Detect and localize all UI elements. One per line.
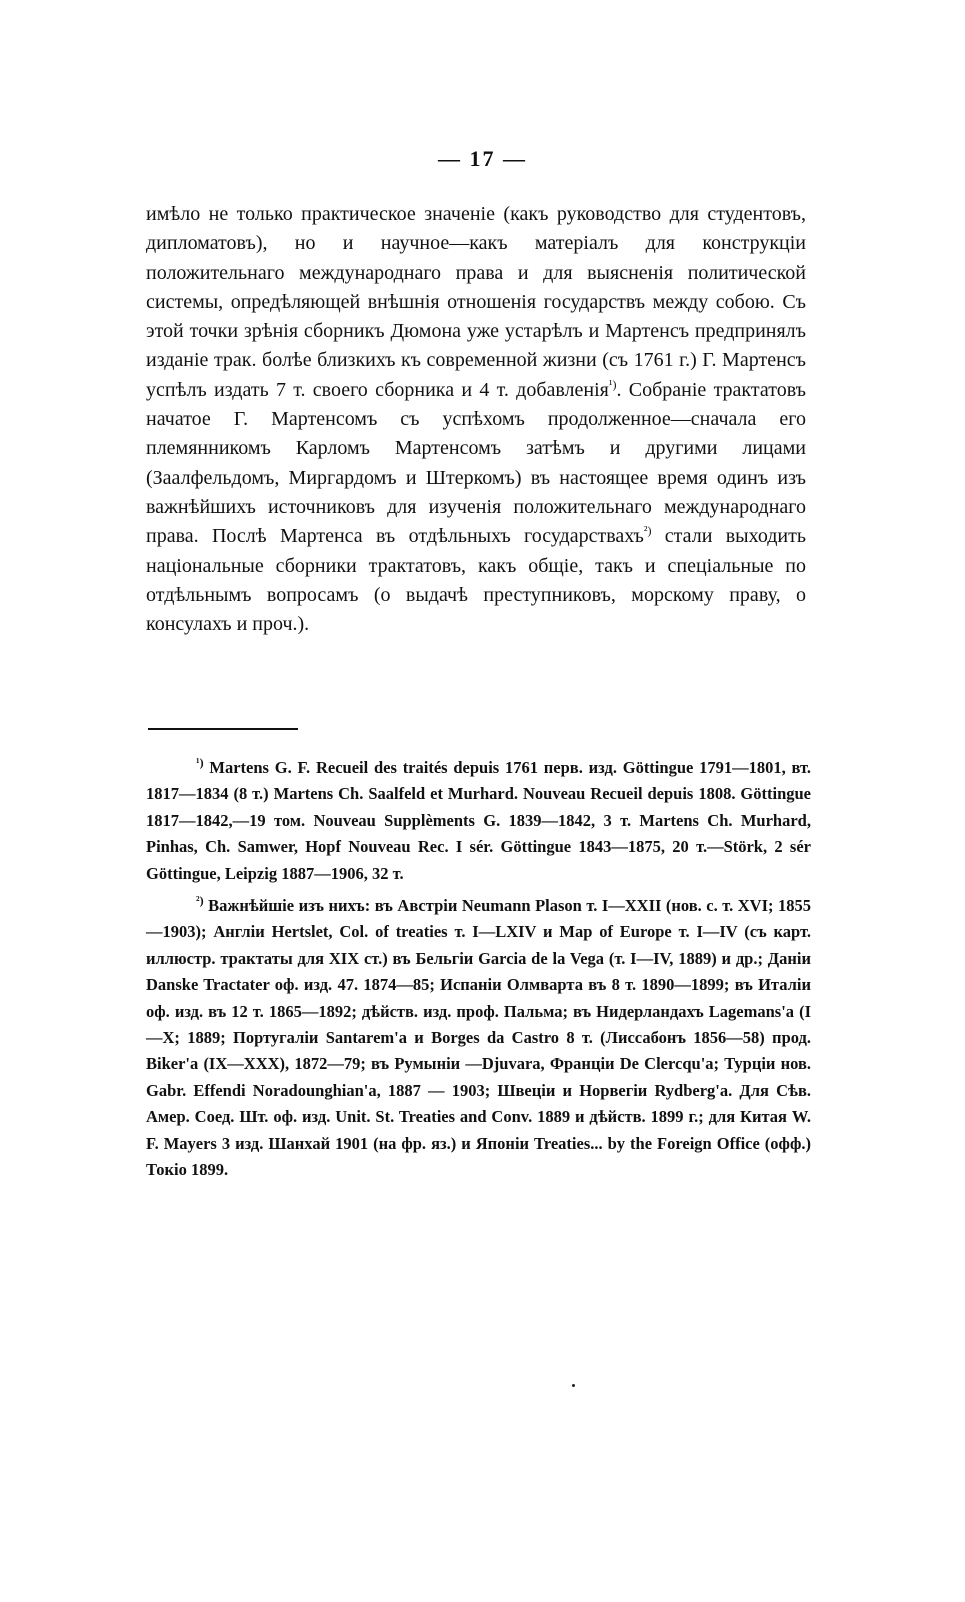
footnote-ref-1: ¹) bbox=[608, 377, 617, 392]
footnote-2 bbox=[146, 893, 811, 1183]
footnote-1-mark: ¹) bbox=[196, 755, 204, 770]
body-text-part-2: . Собраніе трактатовъ начатое Г. Мартенсомъ съ успѣхомъ продолженное—сначала его племянникомъ Карломъ Мартенсомъ затѣмъ и другими лицами (Заалфельдомъ, Миргардомъ и Штеркомъ) въ настоящее время одинъ изъ важнѣйшихъ источниковъ для изученія положительнаго международнаго права. Послѣ Мартенса въ отдѣльныхъ государствахъ bbox=[146, 378, 806, 548]
footnote-separator bbox=[148, 728, 298, 730]
footnote-2-text: Важнѣйшіе изъ нихъ: въ Австріи Neumann Plason т. I—XXII (нов. с. т. XVI; 1855—1903); Англіи Hertslet, Col. of treaties т. I—LXIV и Map of Europe т. I—IV (съ карт. иллюстр. трактаты для XIX ст.) въ Бельгіи Garcia de la Vega (т. I—IV, 1889) и др.; Даніи Danske Tractater оф. изд. 47. 1874—85; Испаніи Олмварта въ 8 т. 1890—1899; въ Италіи оф. изд. въ 12 т. 1865—1892; дѣйств. изд. проф. Пальма; въ Нидерландахъ Lagemans'a (I—X; 1889; Португаліи Santarem'a и Borges da Castro 8 т. (Лиссабонъ 1856—58) прод. Biker'a (IX—XXX), 1872—79; въ Румыніи —Djuvara, Франціи De Clercqu'a; Турціи нов. Gabr. Effendi Noradounghian'a, 1887 — 1903; Швеціи и Норвегіи Rydberg'a. Для Сѣв. Амер. Соед. Шт. оф. изд. Unit. St. Treaties and Conv. 1889 и дѣйств. 1899 г.; для Китая W. F. Mayers 3 изд. Шанхай 1901 (на фр. яз.) и Японіи Treaties... by the Foreign Office (офф.) Токіо 1899. bbox=[146, 896, 811, 1180]
footnote-1 bbox=[146, 755, 811, 887]
page-number-header: — 17 — bbox=[438, 146, 527, 171]
print-speck bbox=[572, 1384, 575, 1387]
body-text-part-1: имѣло не только практическое значеніе (какъ руководство для студентовъ, дипломатовъ), но и научное—какъ матеріалъ для конструкціи положительнаго международнаго права и для выясненія политической системы, опредѣляющей внѣшнія отношенія государствъ между собою. Съ этой точки зрѣнія сборникъ Дюмона уже устарѣлъ и Мартенсъ предпринялъ изданіе трак. болѣе близкихъ къ современной жизни (съ 1761 г.) Г. Мартенсъ успѣлъ издать 7 т. своего сборника и 4 т. добавленія bbox=[146, 203, 806, 401]
footnotes-section bbox=[146, 755, 811, 1190]
footnote-ref-2: ²) bbox=[643, 523, 652, 538]
body-text-part-3: стали выходить національные сборники трактатовъ, какъ общіе, такъ и спеціальные по отдѣльнымъ вопросамъ (о выдачѣ преступниковъ, морскому праву, о консулахъ и проч.). bbox=[146, 525, 807, 636]
footnote-1-text: Martens G. F. Recueil des traités depuis 1761 перв. изд. Göttingue 1791—1801, вт. 1817—1834 (8 т.) Martens Ch. Saalfeld et Murhard. Nouveau Recueil depuis 1808. Göttingue 1817—1842,—19 том. Nouveau Supplèments G. 1839—1842, 3 т. Martens Ch. Murhard, Pinhas, Ch. Samwer, Hopf Nouveau Rec. I sér. Göttingue 1843—1875, 20 т.—Störk, 2 sér Göttingue, Leipzig 1887—1906, 32 т. bbox=[146, 758, 812, 883]
body-paragraph bbox=[146, 200, 806, 639]
footnote-2-mark: ²) bbox=[196, 893, 204, 908]
